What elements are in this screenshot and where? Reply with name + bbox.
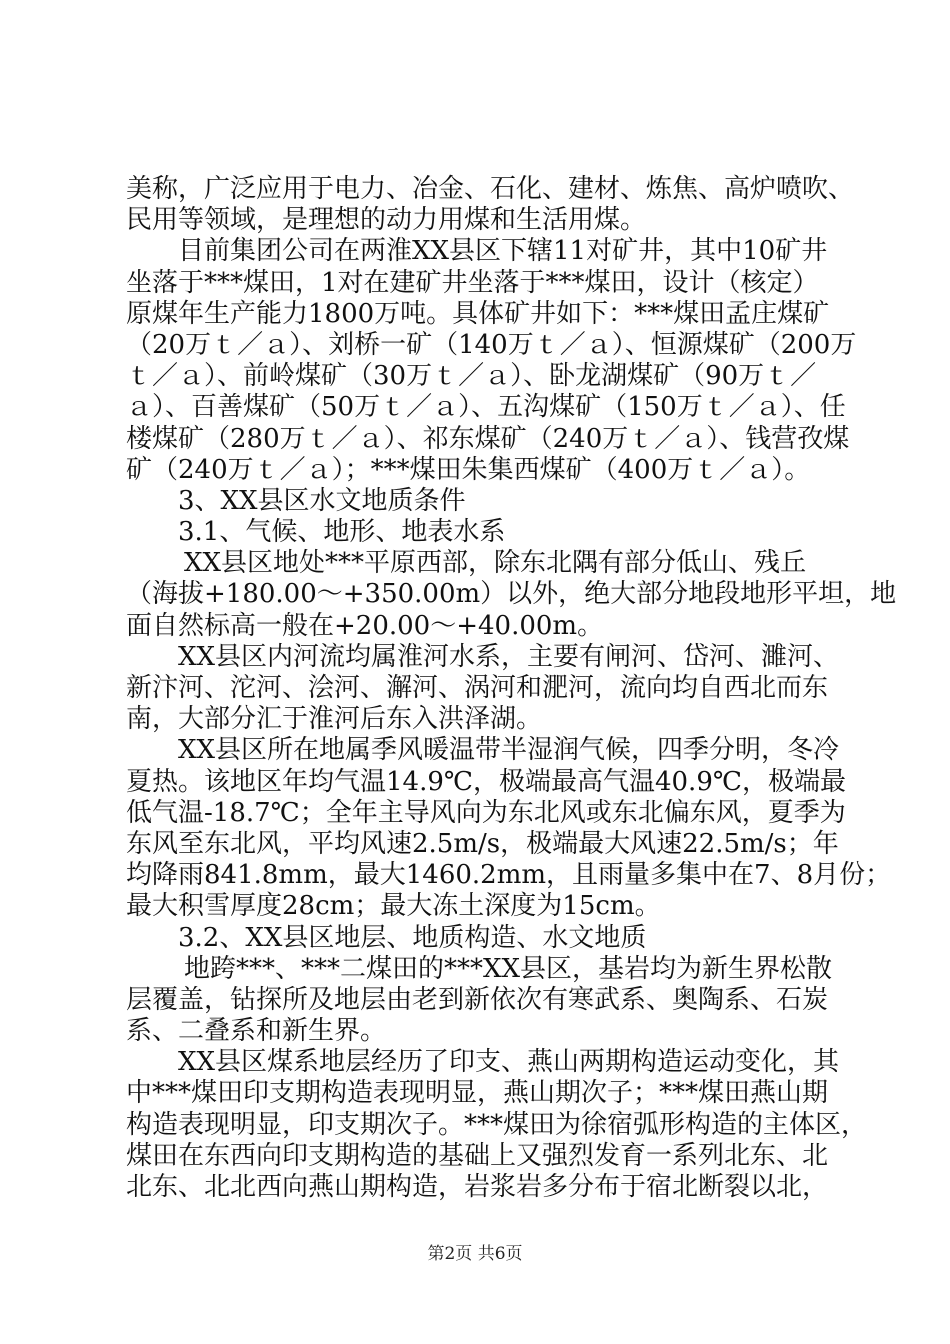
text-line: 民用等领域，是理想的动力用煤和生活用煤。	[126, 205, 647, 236]
text-line: 面自然标高一般在+20.00～+40.00m。	[126, 610, 604, 641]
text-line: 构造表现明显，印支期次子。***煤田为徐宿弧形构造的主体区，	[126, 1109, 868, 1140]
text-line: 矿（240万ｔ／ａ）；***煤田朱集西煤矿（400万ｔ／ａ）。	[126, 454, 811, 485]
text-line: 地跨***、***二煤田的***XX县区，基岩均为新生界松散	[184, 953, 833, 984]
text-line: 系、二叠系和新生界。	[126, 1016, 387, 1047]
text-line: XX县区内河流均属淮河水系，主要有闸河、岱河、濉河、	[178, 641, 840, 672]
text-line: 美称，广泛应用于电力、冶金、石化、建材、炼焦、高炉喷吹、	[126, 174, 855, 204]
text-line: 原煤年生产能力1800万吨。具体矿井如下：***煤田孟庄煤矿	[126, 298, 830, 329]
text-line: 3.2、XX县区地层、地质构造、水文地质	[178, 922, 647, 953]
text-line: 均降雨841.8mm，最大1460.2mm，且雨量多集中在7、8月份；	[126, 860, 892, 891]
text-line: 北东、北北西向燕山期构造，岩浆岩多分布于宿北断裂以北，	[126, 1172, 829, 1202]
text-line: 夏热。该地区年均气温14.9℃，极端最高气温40.9℃，极端最	[126, 766, 846, 797]
text-line: 低气温-18.7℃；全年主导风向为东北风或东北偏东风，夏季为	[126, 797, 846, 828]
text-line: 3.1、气候、地形、地表水系	[178, 517, 506, 548]
text-line: ａ）、百善煤矿（50万ｔ／ａ）、五沟煤矿（150万ｔ／ａ）、任	[126, 392, 846, 423]
page-footer: 第2页 共6页	[427, 1244, 523, 1264]
text-line: 目前集团公司在两淮XX县区下辖11对矿井，其中10矿井	[178, 236, 828, 267]
text-line: 南，大部分汇于淮河后东入洪泽湖。	[126, 704, 543, 735]
text-line: 层覆盖，钻探所及地层由老到新依次有寒武系、奥陶系、石炭	[126, 984, 829, 1015]
text-line: （海拔+180.00～+350.00m）以外，绝大部分地段地形平坦，地	[126, 579, 897, 610]
text-line: XX县区地处***平原西部，除东北隅有部分低山、残丘	[184, 548, 807, 579]
text-line: 中***煤田印支期构造表现明显，燕山期次子；***煤田燕山期	[126, 1078, 829, 1109]
text-line: 3、XX县区水文地质条件	[178, 485, 466, 516]
text-line: 最大积雪厚度28cm；最大冻土深度为15cm。	[126, 891, 661, 922]
text-line: ｔ／ａ）、前岭煤矿（30万ｔ／ａ）、卧龙湖煤矿（90万ｔ／	[126, 361, 817, 392]
document-body	[126, 174, 897, 1203]
text-line: （20万ｔ／ａ）、刘桥一矿（140万ｔ／ａ）、恒源煤矿（200万	[126, 329, 857, 360]
text-line: 东风至东北风，平均风速2.5m/s，极端最大风速22.5m/s；年	[126, 828, 839, 859]
text-line: 楼煤矿（280万ｔ／ａ）、祁东煤矿（240万ｔ／ａ）、钱营孜煤	[126, 423, 850, 454]
text-line: 坐落于***煤田，1对在建矿井坐落于***煤田，设计（核定）	[126, 267, 819, 298]
text-line: XX县区煤系地层经历了印支、燕山两期构造运动变化，其	[178, 1047, 840, 1078]
text-line: 新汴河、沱河、浍河、澥河、涡河和淝河，流向均自西北而东	[126, 673, 829, 703]
text-line: XX县区所在地属季风暖温带半湿润气候，四季分明，冬冷	[178, 735, 840, 766]
text-line: 煤田在东西向印支期构造的基础上又强烈发育一系列北东、北	[126, 1140, 829, 1171]
